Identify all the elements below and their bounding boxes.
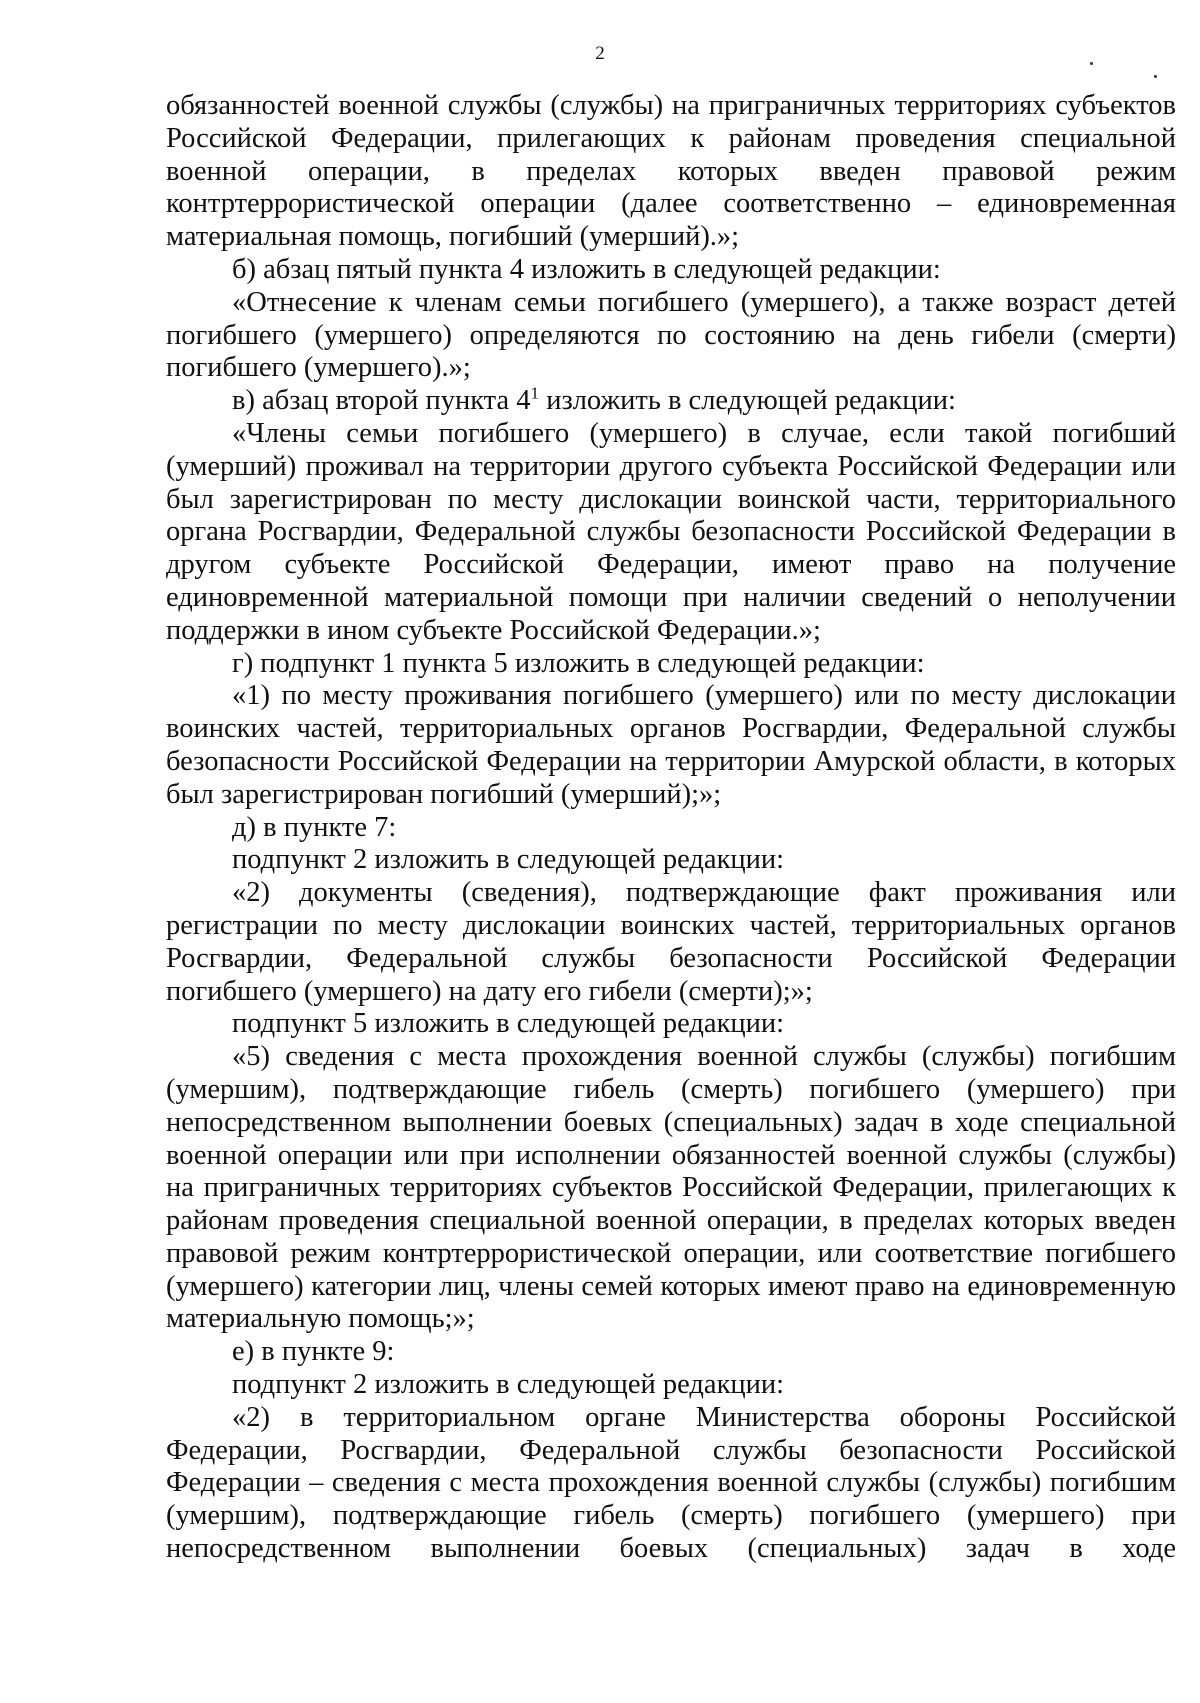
paragraph-text: в) абзац второй пункта 4 [232, 385, 531, 417]
paragraph [166, 385, 1176, 418]
paragraph: «1) по месту проживания погибшего (умершего) или по месту дислокации воинских частей, территориальных органов Росгвардии, Федеральной службы безопасности Российской Федерации на территории Амурской области, в которых был зарегистрирован погибший (умерший);»; [166, 680, 1176, 810]
paragraph: «2) документы (сведения), подтверждающие факт проживания или регистрации по месту дислокации воинских частей, территориальных органов Росгвардии, Федеральной службы безопасности Российской Федерации погибшего (умершего) на дату его гибели (смерти);»; [166, 877, 1176, 1007]
paragraph: подпункт 5 изложить в следующей редакции: [232, 1008, 785, 1040]
paragraph: «Отнесение к членам семьи погибшего (умершего), а также возраст детей погибшего (умершего) определяются по состоянию на день гибели (смерти) погибшего (умершего).»; [166, 286, 1176, 384]
scan-speck [1090, 62, 1093, 65]
page-number: 2 [595, 43, 605, 64]
paragraph: подпункт 2 изложить в следующей редакции: [232, 1369, 785, 1401]
paragraph: б) абзац пятый пункта 4 изложить в следующей редакции: [232, 253, 941, 285]
paragraph: д) в пункте 7: [232, 811, 397, 843]
paragraph: «2) в территориальном органе Министерства обороны Российской Федерации, Росгвардии, Федеральной службы безопасности Российской Федерации – сведения с места прохождения военной службы (службы) погибшим (умершим), подтверждающие гибель (смерть) погибшего (умершего) при непосредственном выполнении боевых (специальных) задач в ходе [166, 1401, 1176, 1565]
document-body [166, 90, 1176, 1566]
scan-speck [1154, 75, 1157, 78]
paragraph: обязанностей военной службы (службы) на приграничных территориях субъектов Российской Федерации, прилегающих к районам проведения специальной военной операции, в пределах которых введен правовой режим контртеррористической операции (далее соответственно – единовременная материальная помощь, погибший (умерший).»; [166, 90, 1176, 253]
paragraph: г) подпункт 1 пункта 5 изложить в следующей редакции: [232, 647, 925, 679]
paragraph: «Члены семьи погибшего (умершего) в случае, если такой погибший (умерший) проживал на территории другого субъекта Российской Федерации или был зарегистрирован по месту дислокации воинской части, территориального органа Росгвардии, Федеральной службы безопасности Российской Федерации в другом субъекте Российской Федерации, имеют право на получение единовременной материальной помощи при наличии сведений о неполучении поддержки в ином субъекте Российской Федерации.»; [166, 417, 1176, 646]
superscript: 1 [530, 383, 540, 403]
paragraph-text: изложить в следующей редакции: [539, 385, 956, 417]
paragraph: е) в пункте 9: [232, 1336, 395, 1368]
paragraph: подпункт 2 изложить в следующей редакции: [232, 844, 785, 876]
paragraph: «5) сведения с места прохождения военной службы (службы) погибшим (умершим), подтверждающие гибель (смерть) погибшего (умершего) при непосредственном выполнении боевых (специальных) задач в ходе специальной военной операции или при исполнении обязанностей военной службы (службы) на приграничных территориях субъектов Российской Федерации, прилегающих к районам проведения специальной военной операции, в пределах которых введен правовой режим контртеррористической операции, или соответствие погибшего (умершего) категории лиц, члены семей которых имеют право на единовременную материальную помощь;»; [166, 1041, 1176, 1335]
